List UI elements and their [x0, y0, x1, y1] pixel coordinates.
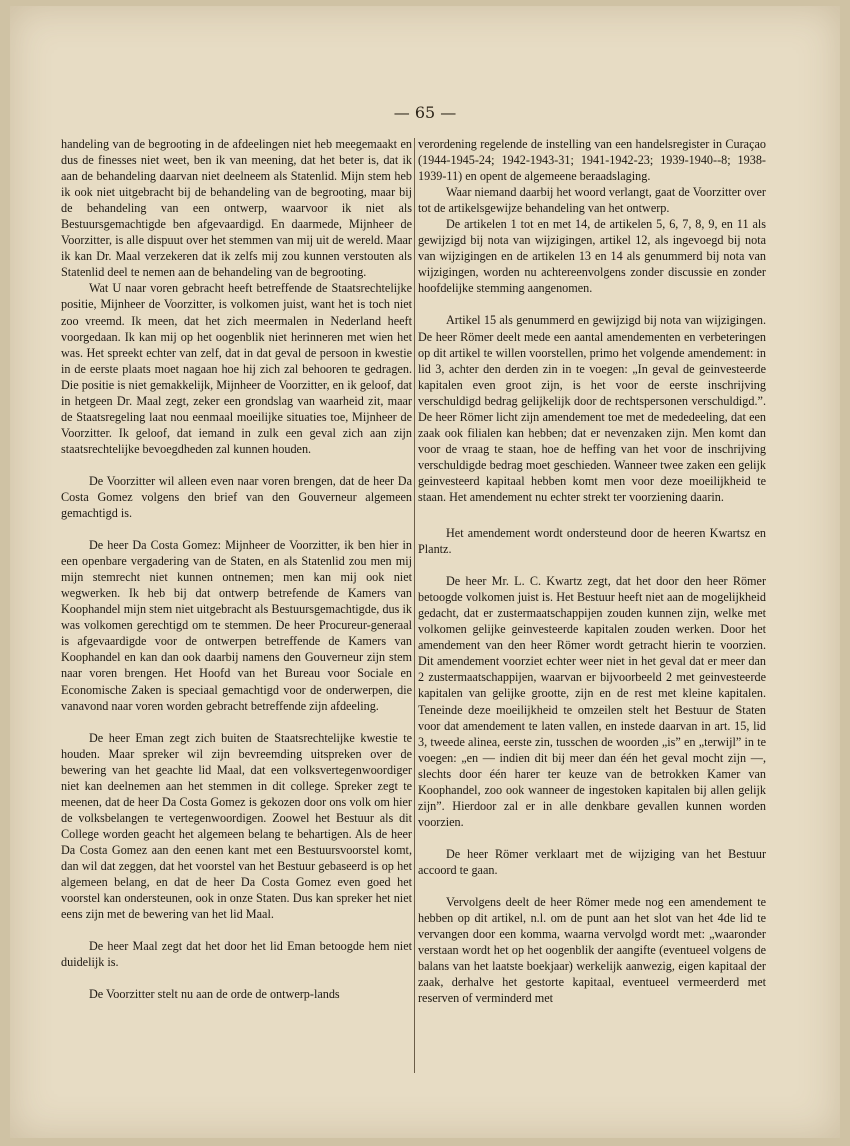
left-column: [61, 136, 412, 1002]
paragraph: De Voorzitter wil alleen even naar voren brengen, dat de heer Da Costa Gomez volgens den brief van den Gouverneur algemeen gemachtigd is.: [61, 473, 412, 521]
column-divider: [414, 138, 415, 1073]
paragraph: handeling van de begrooting in de afdeelingen niet heb meegemaakt en dus de finesses niet weet, ben ik van meening, dat het beter is, dat ik aan de behandeling daarvan niet deelneem als Statenlid. Mijn stem heb ik ook niet uitgebracht bij de behandeling van de begrooting, maar bij de behandeling van een ontwerp, waarvoor ik niet als Bestuursgemachtigde ben afgevaardigd. En daarmede, Mijnheer de Voorzitter, is alle dispuut over het stemmen van mij uit de wereld. Maar ik kan Dr. Maal verzekeren dat ik zelfs mij zou kunnen verstouten als Statenlid deel te nemen aan de behandeling van de begrooting.: [61, 137, 412, 280]
paragraph: Vervolgens deelt de heer Römer mede nog een amendement te hebben op dit artikel, n.l. om de punt aan het slot van het 4de lid te vervangen door een komma, waarna vervolgd wordt met: „waaronder verstaan wordt het op het oogenblik der aangifte (eventueel volgens de balans van het laatste boekjaar) werkelijk aanwezig, eigen kapitaal der zaak, derhalve het gestorte kapitaal, eventueel vermeerderd met reserven of verminderd met: [418, 894, 766, 1006]
paragraph: Waar niemand daarbij het woord verlangt, gaat de Voorzitter over tot de artikelsgewijze behandeling van het ontwerp.: [418, 185, 766, 216]
paragraph: verordening regelende de instelling van een handelsregister in Curaçao (1944-1945-24; 1942-1943-31; 1941-1942-23; 1939-1940--8; 1938-1939-11) en opent de algemeene beraadslaging.: [418, 137, 766, 184]
page-number: — 65 —: [393, 103, 457, 122]
paragraph: De heer Mr. L. C. Kwartz zegt, dat het door den heer Römer betoogde volkomen juist is. Het Bestuur heeft niet aan de mogelijkheid gedacht, dat er zustermaatschappijen zouden kunnen zijn, welke met volkomen gelijke geinvesteerde kapitalen zouden werken. Door het amendement van den heer Römer wordt getracht hierin te voorzien. Dit amendement voorziet echter weer niet in het geval dat er meer dan 2 zustermaatschappijen, waarvan er bijvoorbeeld 2 met geinvesteerde kapitalen van gelijke grootte, zijn en de rest met kleine kapitalen. Teneinde deze moeilijkheid te omzeilen stelt het Bestuur de Staten voor dat amendement te laten vallen, en instede daarvan in art. 15, lid 3, tweede alinea, eerste zin, tusschen de woorden „is” en „terwijl” in te voegen: „en — indien dit bij meer dan één het geval mocht zijn —, slechts door één harer ter keuze van de betrokken Kamer van Koophandel, zoo ook wanneer de ingestoken kapitalen bij allen gelijk zijn”. Hierdoor zal er in alle denkbare gevallen kunnen worden voorzien.: [418, 574, 766, 829]
paragraph: Artikel 15 als genummerd en gewijzigd bij nota van wijzigingen. De heer Römer deelt mede een aantal amendementen en verbeteringen op dit artikel te willen voorstellen, primo het volgende amendement: in lid 3, achter den derden zin in te voegen: „In geval de geinvesteerde kapitalen even groot zijn, is het voor de eerste inschrijving verschuldigd bedrag gelijkelijk door de rechtspersonen verschuldigd.”. De heer Römer licht zijn amendement toe met de mededeeling, dat een zaak ook filialen kan hebben; dat er nevenzaken zijn. Men komt dan voor de vraag te staan, hoe de heffing van het voor de inschrijving verschuldigde bedrag moet geschieden. Wanneer twee zaken een gelijk geinvesteerd kapitaal hebben komt men voor deze moeilijkheid te staan. Het amendement nu echter strekt ter voorziening daarin.: [418, 313, 766, 504]
right-column: [418, 136, 766, 1006]
paragraph: De heer Römer verklaart met de wijziging van het Bestuur accoord te gaan.: [418, 846, 766, 877]
paragraph: De Voorzitter stelt nu aan de orde de ontwerp-lands: [89, 987, 340, 1002]
paragraph: Het amendement wordt ondersteund door de heeren Kwartsz en Plantz.: [418, 526, 766, 557]
paragraph: De artikelen 1 tot en met 14, de artikelen 5, 6, 7, 8, 9, en 11 als gewijzigd bij nota van wijzigingen, artikel 12, als ingevoegd bij nota van wijzigingen en de artikelen 13 en 14 als genummerd bij nota van wijzigingen, worden nu achtereenvolgens zonder discussie en zonder hoofdelijke stemming aangenomen.: [418, 217, 766, 296]
paragraph: Wat U naar voren gebracht heeft betreffende de Staatsrechtelijke positie, Mijnheer de Voorzitter, is volkomen juist, want het is toch niet zoo vreemd. Ik meen, dat het zich meermalen in Nederland heeft voorgedaan. Ik kan mij op het oogenblik niet herinneren met wien het was. Het spreekt echter van zelf, dat in dat geval de persoon in kwestie in de eerste plaats moet nagaan hoe hij zich zal behooren te gedragen. Die positie is niet gemakkelijk, Mijnheer de Voorzitter, en ik geloof, dat in hetgeen Dr. Maal zegt, zeker een grondslag van waarheid zit, maar de Staatsregeling laat nou eenmaal moeilijke situaties toe, Mijnheer de Voorzitter. Ik geloof, dat iemand in zulk een geval zich aan zijn staatsrechtelijke bevoegdheden zal kunnen houden.: [61, 281, 412, 456]
paragraph: De heer Da Costa Gomez: Mijnheer de Voorzitter, ik ben hier in een openbare vergadering van de Staten, en als Statenlid zou men mij mijn stemrecht niet kunnen ontnemen; men kan mij ook niet wegwerken. Ik heb bij dat ontwerp betrefende de Kamers van Koophandel mijn stem niet uitgebracht als Bestuursgemachtigde, dus ik was volkomen gerechtigd om te stemmen. De heer Procureur-generaal is afgevaardigde voor de ontwerpen betreffende de Kamers van Koophandel en kan dan ook daarbij namens den Gouverneur zijn stem naar voren brengen. Het Hoofd van het Bureau voor Sociale en Economische Zaken is speciaal gemachtigd voor de onderwerpen, die vanavond naar voren worden gebracht betreffende zijn afdeeling.: [61, 538, 412, 713]
paragraph: De heer Maal zegt dat het door het lid Eman betoogde hem niet duidelijk is.: [61, 939, 412, 970]
paragraph: De heer Eman zegt zich buiten de Staatsrechtelijke kwestie te houden. Maar spreker wil zijn bevreemding uitspreken over de bewering van het geachte lid Maal, dat een volksvertegenwoordiger niet kan deelnemen aan het stemmen in dit college. Spreker zegt te meenen, dat de heer Da Costa Gomez is gekozen door ons volk om hier de volksbelangen te vertegenwoordigen. Zoowel het Bestuur als dit College worden geacht het algemeen belang te behartigen. Als de heer Da Costa Gomez aan den eenen kant met een Bestuursvoorstel komt, dan wil dat zeggen, dat het voorstel van het Bestuur gebaseerd is op het algemeen belang, en dat de heer Da Costa Gomez even goed het voorstel kan ondersteunen, ook in onze Staten. Dus kan spreker het niet eens zijn met de bewering van het lid Maal.: [61, 730, 412, 922]
